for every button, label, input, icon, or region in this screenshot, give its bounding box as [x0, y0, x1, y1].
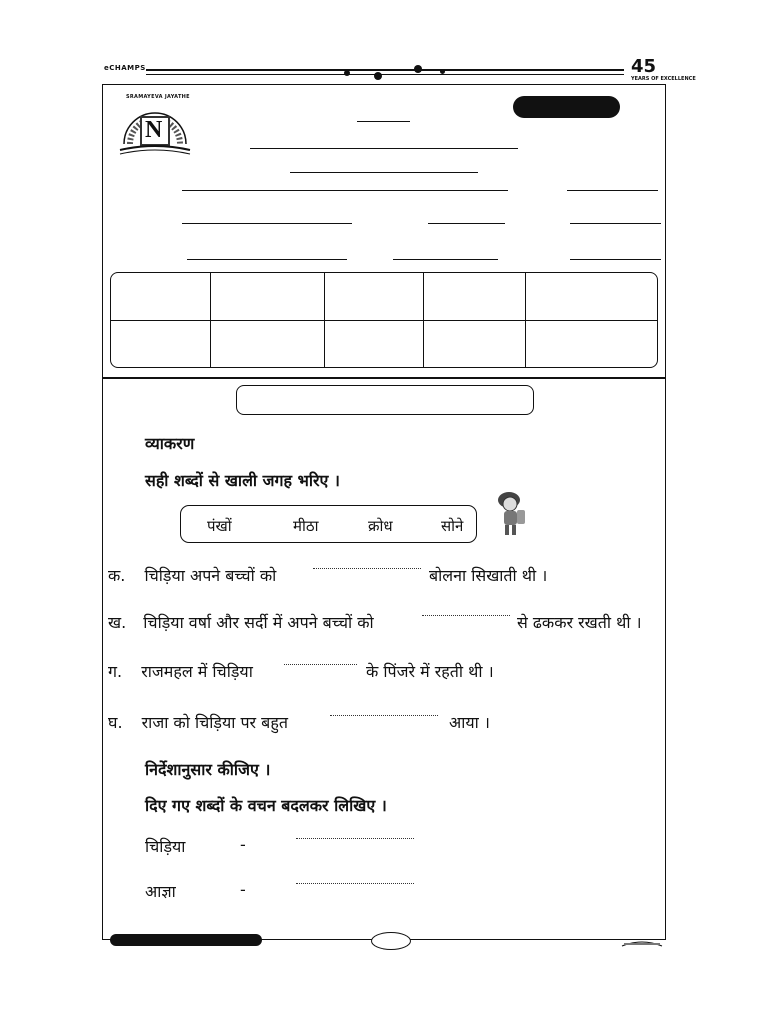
question-tail: के पिंजरे में रहती थी ।: [366, 662, 494, 681]
table-cell[interactable]: [526, 273, 658, 320]
question-row: घ. राजा को चिड़िया पर बहुत: [108, 713, 288, 732]
field-line[interactable]: [187, 259, 347, 260]
echamps-logo: eCHAMPS: [104, 64, 146, 72]
page-number-oval: [371, 932, 411, 950]
question-row: क. चिड़िया अपने बच्चों को: [108, 566, 277, 585]
blank-line: [290, 172, 478, 173]
section-divider: [102, 377, 666, 379]
decor-dot: [440, 69, 445, 74]
name-field-line[interactable]: [182, 190, 508, 191]
answer-blank[interactable]: [284, 664, 357, 665]
table-cell[interactable]: [325, 320, 424, 367]
field-line[interactable]: [393, 259, 498, 260]
question-tail: आया ।: [449, 713, 490, 732]
word-label: आज्ञा: [145, 882, 176, 901]
field-line[interactable]: [428, 223, 505, 224]
word-bank: [180, 505, 477, 543]
dash: -: [240, 835, 246, 854]
blank-line: [250, 148, 518, 149]
instruction: सही शब्दों से खाली जगह भरिए ।: [145, 471, 340, 490]
table-cell[interactable]: [424, 320, 526, 367]
word-item: क्रोध: [368, 517, 393, 535]
field-line[interactable]: [567, 190, 658, 191]
question-row: ग. राजमहल में चिड़िया: [108, 662, 253, 681]
table-cell[interactable]: [424, 273, 526, 320]
blank-line: [357, 121, 410, 122]
answer-blank[interactable]: [313, 568, 421, 569]
section-heading: व्याकरण: [145, 434, 195, 453]
answer-blank[interactable]: [330, 715, 438, 716]
question-row: ख. चिड़िया वर्षा और सर्दी में अपने बच्चों को: [108, 613, 374, 632]
table-cell[interactable]: [211, 320, 325, 367]
word-label: चिड़िया: [145, 837, 186, 856]
table-cell[interactable]: [526, 320, 658, 367]
class-pill: [513, 96, 620, 118]
header-rule-thin: [146, 74, 624, 75]
answer-blank[interactable]: [422, 615, 510, 616]
cartoon-child-icon: [493, 488, 529, 538]
instruction: दिए गए शब्दों के वचन बदलकर लिखिए ।: [145, 796, 387, 815]
footer-bar: [110, 934, 262, 946]
word-item: मीठा: [293, 517, 319, 535]
table-cell[interactable]: [325, 273, 424, 320]
header-rule: [146, 69, 624, 71]
answer-blank[interactable]: [296, 838, 414, 839]
footer-logo-icon: [620, 933, 664, 943]
anniversary-logo: 45 YEARS OF EXCELLENCE: [631, 56, 696, 82]
field-line[interactable]: [182, 223, 352, 224]
topic-box: [236, 385, 534, 415]
field-line[interactable]: [570, 223, 661, 224]
school-logo: N SRAMAYEVA JAYATHE: [118, 94, 192, 156]
dash: -: [240, 880, 246, 899]
table-cell[interactable]: [111, 273, 211, 320]
field-line[interactable]: [570, 259, 661, 260]
decor-dot: [414, 65, 422, 73]
table-cell[interactable]: [211, 273, 325, 320]
word-item: पंखों: [207, 517, 232, 535]
section-heading: निर्देशानुसार कीजिए ।: [145, 760, 271, 779]
table-cell[interactable]: [111, 320, 211, 367]
decor-dot: [374, 72, 382, 80]
marks-table: [110, 272, 658, 368]
question-tail: बोलना सिखाती थी ।: [429, 566, 548, 585]
decor-dot: [344, 70, 350, 76]
word-item: सोने: [441, 517, 464, 535]
question-tail: से ढककर रखती थी ।: [517, 613, 642, 632]
answer-blank[interactable]: [296, 883, 414, 884]
